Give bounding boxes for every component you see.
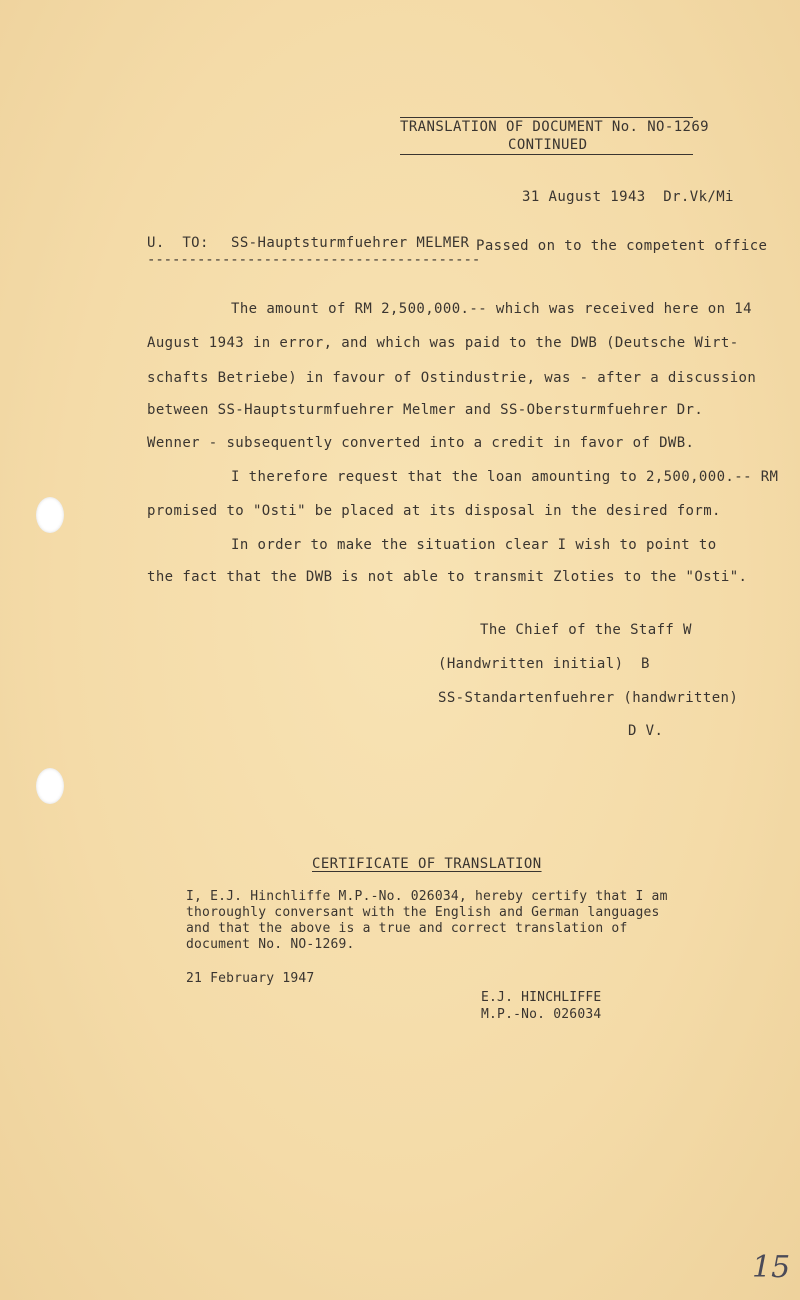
to-note: Passed on to the competent office [476,238,768,254]
punch-hole-top [36,497,64,533]
to-label: U. TO: [147,235,209,251]
certificate-line-4: document No. NO-1269. [186,937,355,952]
signature-title: The Chief of the Staff W [480,622,692,638]
header-title: TRANSLATION OF DOCUMENT No. NO-1269 [400,119,710,135]
body-line-1: The amount of RM 2,500,000.-- which was received here on 14 [231,301,752,317]
certificate-line-1: I, E.J. Hinchliffe M.P.-No. 026034, hereby certify that I am [186,889,668,904]
body-line-6: I therefore request that the loan amounting to 2,500,000.-- RM [231,469,779,485]
signature-initials: D V. [628,723,664,739]
body-line-5: Wenner - subsequently converted into a credit in favor of DWB. [147,435,695,451]
certificate-signer-name: E.J. HINCHLIFFE [481,990,602,1005]
date-reference: 31 August 1943 Dr.Vk/Mi [522,189,734,205]
header-rule-top [400,117,693,118]
body-line-9: the fact that the DWB is not able to transmit Zloties to the "Osti". [147,569,748,585]
body-line-4: between SS-Hauptsturmfuehrer Melmer and SS-Obersturmfuehrer Dr. [147,402,704,418]
certificate-signer-number: M.P.-No. 026034 [481,1007,602,1022]
page-number: 15 [752,1250,791,1285]
body-line-7: promised to "Osti" be placed at its disposal in the desired form. [147,503,721,519]
body-line-3: schafts Betriebe) in favour of Ostindustrie, was - after a discussion [147,370,757,386]
body-line-2: August 1943 in error, and which was paid to the DWB (Deutsche Wirt- [147,335,739,351]
certificate-title: CERTIFICATE OF TRANSLATION [312,856,542,872]
punch-hole-bottom [36,768,64,804]
certificate-line-2: thoroughly conversant with the English and German languages [186,905,660,920]
certificate-date: 21 February 1947 [186,971,315,986]
to-recipient: SS-Hauptsturmfuehrer MELMER [231,235,470,251]
body-line-8: In order to make the situation clear I wish to point to [231,537,717,553]
signature-rank: SS-Standartenfuehrer (handwritten) [438,690,739,706]
header-subtitle: CONTINUED [508,137,588,153]
certificate-line-3: and that the above is a true and correct translation of [186,921,628,936]
header-rule-bottom [400,154,693,155]
to-dashes: ---------------------------------------- [147,252,481,268]
signature-initial: (Handwritten initial) B [438,656,650,672]
